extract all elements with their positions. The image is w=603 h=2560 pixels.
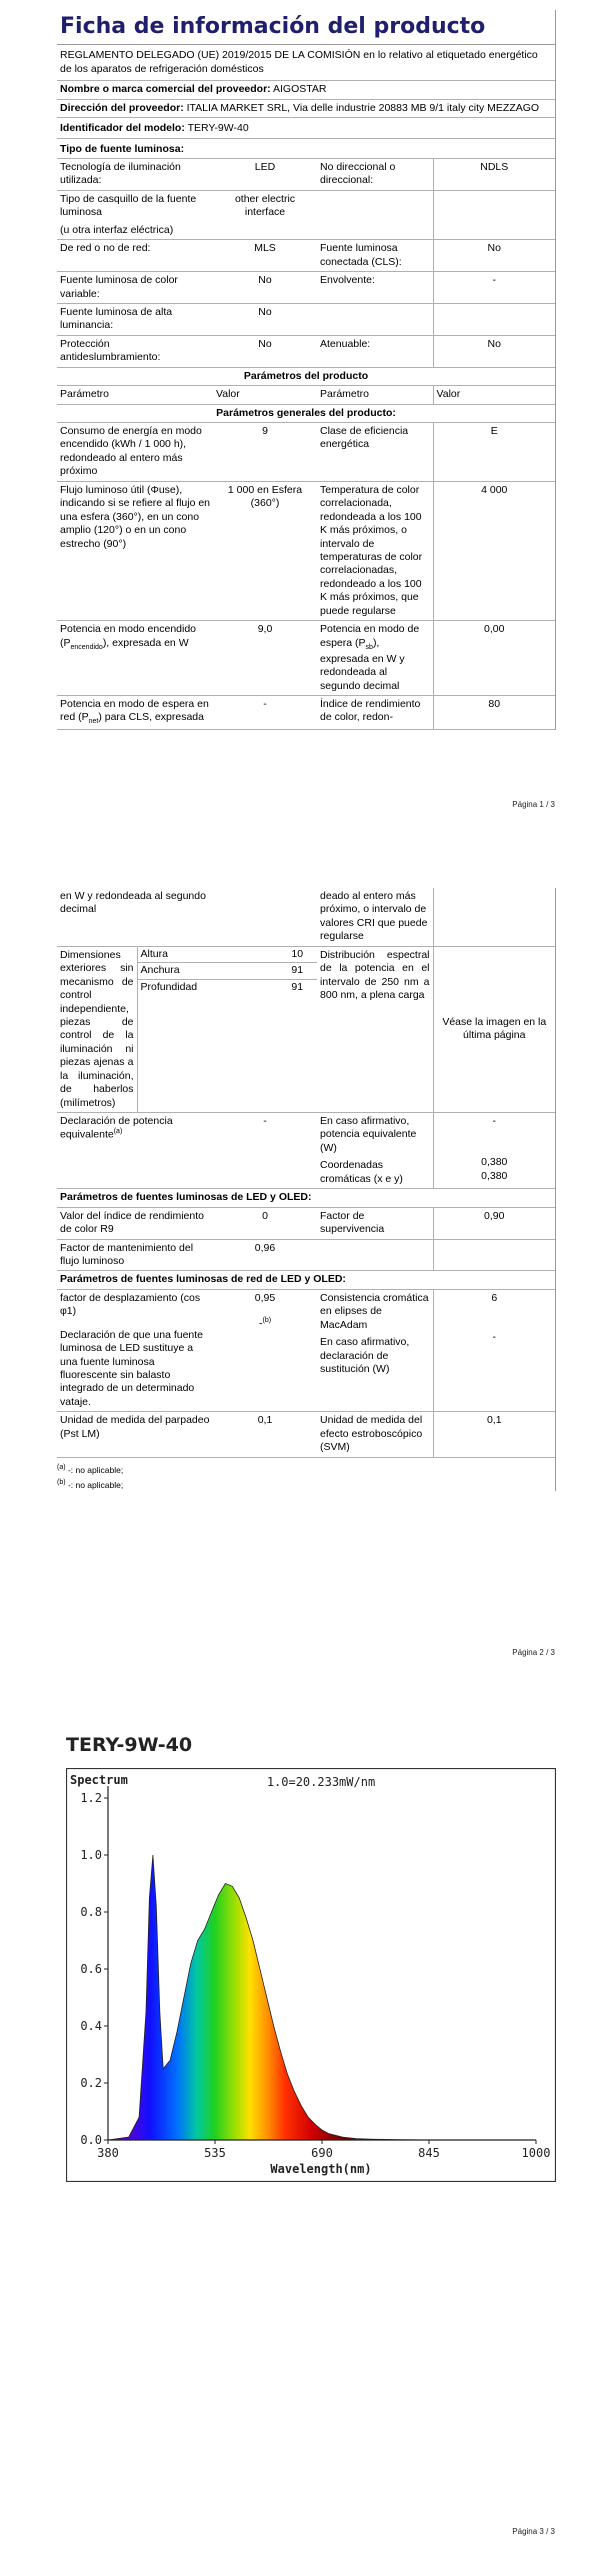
column-header-parameter: Parámetro [317,386,433,404]
cap-label: Tipo de casquillo de la fuente luminosa [60,192,197,219]
equivalent-power-label [57,1113,213,1189]
page-number: Página 2 / 3 [512,1648,555,1657]
cct-label: Temperatura de color correlacionada, redondeada a los 100 K más próximos, o intervalo de temperaturas de color correlacionadas, redondeado a los 100 K más próximos, que puede regularse [317,481,433,620]
general-params-header: Parámetros generales del producto: [57,404,555,422]
model-row [57,118,555,138]
macadam-value: 6 [491,1291,498,1304]
network-standby-label [57,695,213,729]
y-tick-label: 0.2 [80,2076,102,2090]
network-standby-text: Potencia en modo de espera en red (P [60,697,209,724]
y-tick-label: 0.4 [80,2019,102,2033]
product-sheet-page-1 [57,10,556,730]
flicker-label: Unidad de medida del parpadeo (Pst LM) [57,1412,213,1457]
dimensions-table [138,947,318,995]
directional-value: NDLS [433,159,555,191]
regulation-text: REGLAMENTO DELEGADO (UE) 2019/2015 DE LA COMISIÓN en lo relativo al etiquetado energético de los aparatos de refrigeración domésticos [57,45,555,80]
mains-value: MLS [213,240,317,272]
footnote-b [57,1479,555,1491]
cap-value: other electric interface [213,190,317,239]
y-tick-label: 0.8 [80,1905,102,1919]
y-tick-label: 0.0 [80,2133,102,2147]
address-row [57,99,555,117]
tech-value: LED [213,159,317,191]
supplier-label: Nombre o marca comercial del proveedor: [60,83,271,96]
y-tick-label: 1.0 [80,1848,102,1862]
document-title: Ficha de información del producto [57,10,555,45]
equivalent-power-detail-cell [317,1113,433,1189]
macadam-and-replacement-cell [317,1289,433,1412]
cap-note: (u otra interfaz eléctrica) [60,223,174,236]
product-sheet-page-2 [57,888,556,1491]
spacer [437,1128,553,1156]
efficiency-class-value: E [433,423,555,482]
address-label: Dirección del proveedor: [60,101,184,114]
dimensions-values-cell [137,946,317,1112]
product-info-table [57,45,555,730]
width-label: Anchura [138,963,278,979]
stroboscopic-value: 0,1 [433,1412,555,1457]
network-standby-subscript: net [88,718,99,726]
replacement-declaration-label: En caso afirmativo, declaración de sustitución (W) [320,1336,410,1375]
depth-label: Profundidad [140,980,198,993]
chromaticity-label: Coordenadas cromáticas (x e y) [320,1159,403,1185]
mains-led-params-header: Parámetros de fuentes luminosas de red de LED y OLED: [57,1271,555,1289]
x-tick-label: 535 [204,2146,226,2160]
cri-label: Índice de rendimiento de color, redon- [317,695,433,729]
empty-cell [213,888,317,946]
anti-glare-label: Protección antideslumbramiento: [57,335,213,367]
equivalent-power-w-label: En caso afirmativo, potencia equivalente (W) [320,1115,417,1154]
footnote-a-text: -: no aplicable; [67,1464,124,1475]
cri-value: 80 [433,695,555,729]
model-value: TERY-9W-40 [187,122,249,135]
empty-cell [317,1239,433,1271]
y-tick-label: 0.6 [80,1962,102,1976]
x-tick-label: 690 [311,2146,333,2160]
footnote-a-mark: (a) [57,1463,66,1471]
footnotes [57,1458,555,1491]
page-number: Página 3 / 3 [512,2527,555,2536]
empty-cell [433,888,555,946]
displacement-factor-label: factor de desplazamiento (cos φ1) [60,1291,201,1318]
luminous-flux-value: 1 000 en Esfera (360°) [213,481,317,620]
cls-value: No [433,240,555,272]
mains-label: De red o no de red: [57,240,213,272]
led-params-header: Parámetros de fuentes luminosas de LED y OLED: [57,1189,555,1207]
high-luminance-label: Fuente luminosa de alta luminancia: [57,303,213,335]
on-mode-power-value: 9,0 [213,621,317,696]
chromaticity-y-value: 0,380 [481,1169,508,1182]
replacement-declaration-value: - [492,1331,497,1344]
address-value: ITALIA MARKET SRL, Via delle industrie 20883 MB 9/1 italy city MEZZAGO [186,101,540,114]
footnote-b-text: -: no aplicable; [67,1480,124,1491]
luminous-flux-label: Flujo luminoso útil (Φuse), indicando si se refiere al flujo en una esfera (360°), en un cono amplio (120°) o en un cono estrecho (90°) [57,481,213,620]
anti-glare-value: No [213,335,317,367]
footnote-b-mark: (b) [57,1479,66,1487]
energy-value: 9 [213,423,317,482]
network-standby-label-continued: en W y redondeada al segundo decimal [57,888,213,946]
spectral-distribution-label: Distribución espectral de la potencia en el intervalo de 250 nm a 800 nm, a plena carga [317,946,433,1112]
macadam-label: Consistencia cromática en elipses de MacAdam [320,1291,429,1331]
equivalent-power-w-value: - [492,1115,497,1127]
stroboscopic-label: Unidad de medida del efecto estroboscópico (SVM) [317,1412,433,1457]
envelope-label: Envolvente: [317,272,433,304]
chromaticity-x-value: 0,380 [481,1156,508,1169]
column-header-parameter: Parámetro [57,386,213,404]
standby-power-label [317,621,433,696]
fluorescent-replacement-label: Declaración de que una fuente luminosa de LED sustituye a una fuente luminosa fluorescente sin balasto integrado de un determinado vataje. [60,1328,204,1408]
displacement-and-replacement-cell [57,1289,213,1412]
equivalent-power-text: Declaración de potencia equivalente [60,1115,173,1141]
y-axis-label: Spectrum [70,1773,128,1787]
equivalent-power-detail-values [433,1113,555,1189]
color-variable-value: No [213,272,317,304]
empty-cell [317,190,433,239]
footnote-a [57,1464,555,1476]
cct-value: 4 000 [433,481,555,620]
spectral-distribution-value: Véase la imagen en la última página [433,946,555,1112]
lumen-maintenance-value: 0,96 [213,1239,317,1271]
survival-factor-label: Factor de supervivencia [317,1207,433,1239]
cls-label: Fuente luminosa conectada (CLS): [317,240,433,272]
on-mode-power-text: Potencia en modo encendido (P [60,623,197,649]
standby-power-subscript: sb [365,643,373,651]
macadam-and-replacement-values [433,1289,555,1412]
height-label: Altura [138,947,278,963]
fluorescent-replacement-value: - [258,1317,263,1330]
x-axis-label: Wavelength(nm) [270,2162,372,2176]
flicker-value: 0,1 [213,1412,317,1457]
energy-label: Consumo de energía en modo encendido (kWh / 1 000 h), redondeado al entero más próximo [57,423,213,482]
displacement-factor-value: 0,95 [254,1291,276,1304]
dimmable-value: No [433,335,555,367]
product-params-header: Parámetros del producto [57,367,555,385]
survival-factor-value: 0,90 [433,1207,555,1239]
height-value: 10 [277,947,317,963]
standby-power-text: Potencia en modo de espera (P [320,623,420,649]
empty-cell [433,1239,555,1271]
chart-model-title: TERY-9W-40 [66,1734,193,1756]
on-mode-power-text: ), expresada en W [102,636,189,649]
supplier-value: AIGOSTAR [273,83,327,96]
supplier-row [57,81,555,99]
tech-label: Tecnología de iluminación utilizada: [57,159,213,191]
footnote-a-ref: (a) [113,1128,123,1136]
r9-value: 0 [213,1207,317,1239]
fluorescent-replacement-value-wrap [216,1317,314,1331]
standby-power-value: 0,00 [433,621,555,696]
network-standby-value: - [213,695,317,729]
spectrum-chart [66,1768,556,2182]
column-header-value: Valor [433,386,555,404]
x-tick-label: 845 [418,2146,440,2160]
x-tick-label: 1000 [521,2146,551,2160]
cap-type-cell [57,190,213,239]
directional-label: No direccional o direccional: [317,159,433,191]
displacement-and-replacement-values [213,1289,317,1412]
network-standby-text: ) para CLS, expresada [98,711,204,724]
footnote-b-ref: (b) [262,1317,272,1325]
column-header-value: Valor [213,386,317,404]
on-mode-power-subscript: encendido [70,643,103,651]
color-variable-label: Fuente luminosa de color variable: [57,272,213,304]
high-luminance-value: No [213,303,317,335]
product-info-table-continued [57,888,555,1458]
efficiency-class-label: Clase de eficiencia energética [317,423,433,482]
envelope-value: - [433,272,555,304]
cri-label-continued: deado al entero más próximo, o intervalo de valores CRI que puede regularse [317,888,433,946]
dimmable-label: Atenuable: [317,335,433,367]
source-type-label: Tipo de fuente luminosa: [57,138,555,158]
empty-cell [433,190,555,239]
x-tick-label: 380 [97,2146,119,2160]
chart-scale-title: 1.0=20.233mW/nm [266,1775,376,1789]
width-value: 91 [277,963,317,979]
lumen-maintenance-label: Factor de mantenimiento del flujo luminoso [57,1239,213,1271]
model-label: Identificador del modelo: [60,122,185,135]
y-tick-label: 1.2 [80,1791,102,1805]
dimensions-label: Dimensiones exteriores sin mecanismo de control independiente, piezas de control de la iluminación ni piezas ajenas a la iluminación, de haberlos (milímetros) [57,946,137,1112]
r9-label: Valor del índice de rendimiento de color R9 [57,1207,213,1239]
depth-value: 91 [291,980,304,993]
standby-power-text: ), expresada en W y redondeada al segundo decimal [320,636,405,692]
on-mode-power-label [57,621,213,696]
empty-cell [433,303,555,335]
page-number: Página 1 / 3 [512,800,555,809]
empty-cell [317,303,433,335]
equivalent-power-value: - [213,1113,317,1189]
